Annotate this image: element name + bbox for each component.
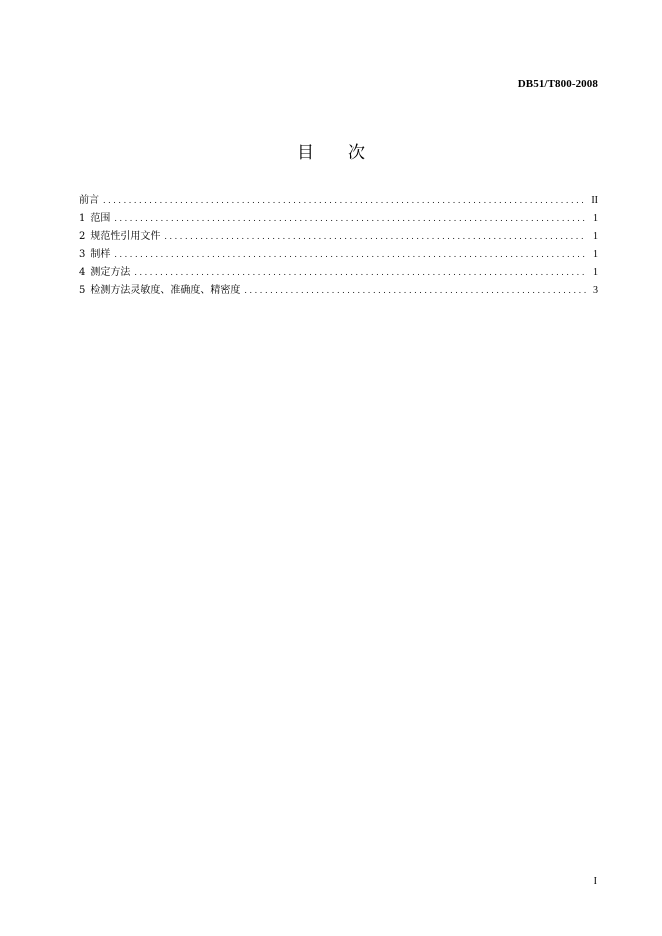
toc-entry-label: 范围	[90, 213, 111, 224]
toc-entry-normative-references[interactable]	[79, 228, 598, 246]
toc-entry-page: 1	[593, 231, 598, 242]
toc-entry-label: 规范性引用文件	[90, 231, 161, 242]
toc-entry-page: 1	[593, 249, 598, 260]
title-char-1: 目	[297, 143, 314, 163]
toc-entry-method-sensitivity[interactable]	[79, 282, 598, 300]
page-number: I	[593, 876, 597, 887]
toc-leader-dots	[244, 282, 586, 300]
toc-entry-page: 1	[593, 213, 598, 224]
toc-entry-test-method[interactable]	[79, 264, 598, 282]
toc-leader-dots	[164, 228, 586, 246]
toc-entry-scope[interactable]	[79, 210, 598, 228]
toc-entry-label: 前言	[79, 195, 99, 206]
toc-entry-number: 1	[79, 213, 86, 224]
title-char-2: 次	[348, 143, 365, 163]
toc-entry-sample-preparation[interactable]	[79, 246, 598, 264]
toc-entry-number: 5	[79, 285, 86, 296]
toc-entry-label: 检测方法灵敏度、准确度、精密度	[90, 285, 241, 296]
page-title	[0, 138, 662, 163]
document-code: DB51/T800-2008	[517, 78, 598, 90]
toc-leader-dots	[134, 264, 586, 282]
toc-entry-number: 4	[79, 267, 86, 278]
toc-leader-dots	[114, 246, 586, 264]
toc-entry-label: 测定方法	[90, 267, 131, 278]
toc-entry-number: 2	[79, 231, 86, 242]
toc-leader-dots	[103, 192, 586, 210]
toc-leader-dots	[114, 210, 586, 228]
toc-entry-label: 制样	[90, 249, 111, 260]
toc-entry-page: 1	[593, 267, 598, 278]
table-of-contents	[79, 192, 598, 300]
toc-entry-page: II	[591, 195, 598, 206]
toc-entry-page: 3	[593, 285, 598, 296]
toc-entry-foreword[interactable]	[79, 192, 598, 210]
toc-entry-number: 3	[79, 249, 86, 260]
